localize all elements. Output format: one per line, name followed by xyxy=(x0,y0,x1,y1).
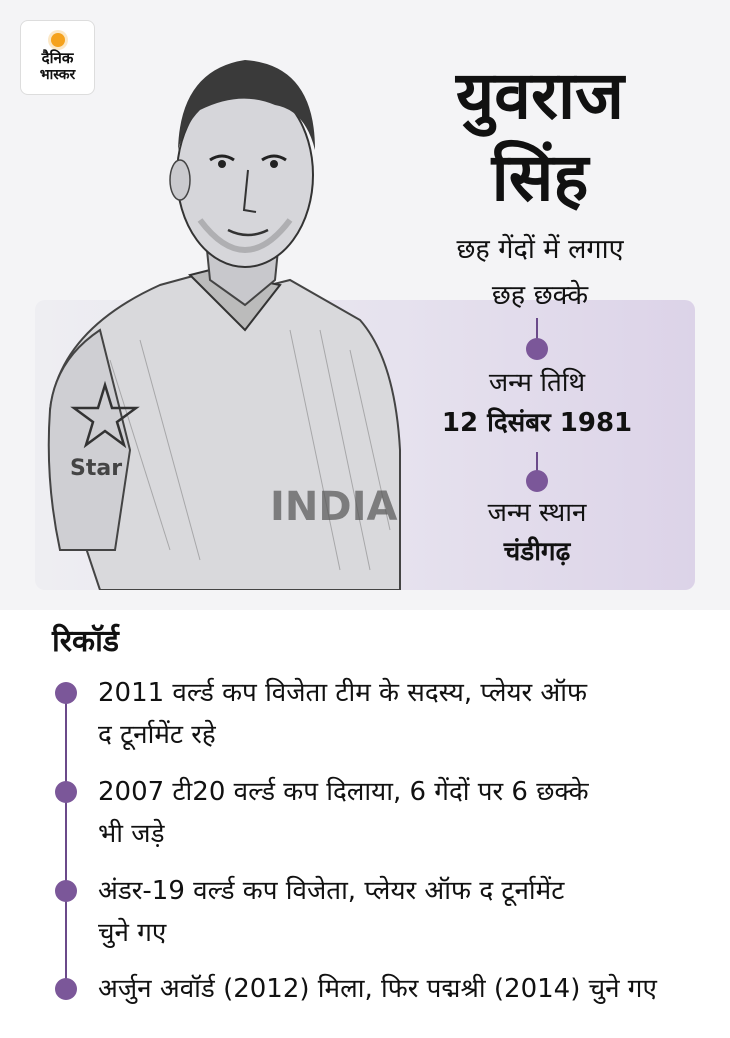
record-bullet-dot xyxy=(55,682,77,704)
record-item xyxy=(98,672,713,756)
records-heading: रिकॉर्ड xyxy=(52,624,119,659)
birth-place-value: चंडीगढ़ xyxy=(503,537,571,567)
player-sketch-portrait xyxy=(40,30,410,590)
timeline-dot xyxy=(526,470,548,492)
subtitle-line2: छह छक्के xyxy=(491,280,589,311)
subtitle-line1: छह गेंदों में लगाए xyxy=(456,234,624,265)
sponsor-label: Star xyxy=(70,456,123,481)
record-bullet-dot xyxy=(55,781,77,803)
record-item xyxy=(98,771,713,855)
logo-text-line2: भास्कर xyxy=(39,66,76,83)
record-item-line1: 2007 टी20 वर्ल्ड कप दिलाया, 6 गेंदों पर 6 छक्के xyxy=(98,777,589,807)
record-item xyxy=(98,870,713,954)
jersey-label: INDIA xyxy=(270,484,398,530)
player-subtitle xyxy=(420,227,660,319)
birth-date-label: जन्म तिथि xyxy=(488,368,586,398)
record-item xyxy=(98,968,713,1010)
record-item-line2: द टूर्नामेंट रहे xyxy=(98,720,216,750)
timeline-dot xyxy=(526,338,548,360)
player-name xyxy=(420,55,660,219)
record-bullet-dot xyxy=(55,978,77,1000)
logo-text-line1: दैनिक xyxy=(41,48,74,67)
birth-place-label: जन्म स्थान xyxy=(487,498,587,528)
record-item-line1: 2011 वर्ल्ड कप विजेता टीम के सदस्य, प्लेयर ऑफ xyxy=(98,678,588,708)
record-item-line1: अंडर-19 वर्ल्ड कप विजेता, प्लेयर ऑफ द टूर्नामेंट xyxy=(98,876,565,906)
record-item-line2: चुने गए xyxy=(98,918,167,948)
record-item-line1: अर्जुन अवॉर्ड (2012) मिला, फिर पद्मश्री (2014) चुने गए xyxy=(98,974,657,1004)
record-item-line2: भी जड़े xyxy=(98,819,165,849)
player-name-line2: सिंह xyxy=(491,139,589,216)
player-name-line1: युवराज xyxy=(455,57,625,134)
birth-date-value: 12 दिसंबर 1981 xyxy=(441,408,633,438)
record-bullet-dot xyxy=(55,880,77,902)
records-timeline-line xyxy=(65,690,67,990)
